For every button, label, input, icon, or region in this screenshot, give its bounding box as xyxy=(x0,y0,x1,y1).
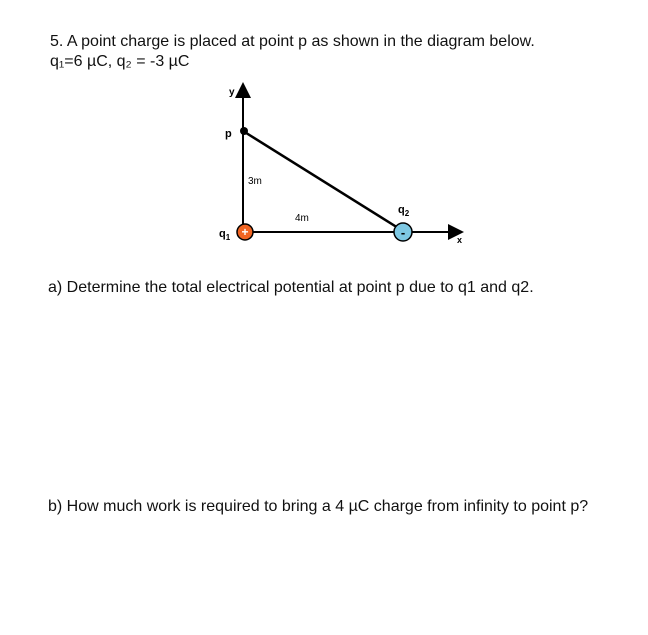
part-b-question: b) How much work is required to bring a 4 µC charge from infinity to point p? xyxy=(48,498,589,515)
point-p-label: p xyxy=(225,128,232,140)
q2-sign: - xyxy=(400,225,406,240)
charge-values: q₁=6 µC, q₂ = -3 µC xyxy=(50,53,190,70)
q1-label: $q_1$ xyxy=(219,228,231,242)
vertical-distance-label: 3m xyxy=(248,176,262,187)
x-axis-label: x xyxy=(457,235,463,245)
question-title: 5. A point charge is placed at point p as shown in the diagram below. xyxy=(50,33,535,50)
y-axis-label: y xyxy=(229,87,235,98)
q1-sign: + xyxy=(241,225,249,239)
point-p-dot xyxy=(240,127,248,135)
charge-diagram xyxy=(205,80,475,250)
hypotenuse-line xyxy=(243,131,403,231)
part-a-question: a) Determine the total electrical potential at point p due to q1 and q2. xyxy=(48,279,534,296)
horizontal-distance-label: 4m xyxy=(295,213,309,224)
q2-label: $q_2$ xyxy=(398,204,410,218)
